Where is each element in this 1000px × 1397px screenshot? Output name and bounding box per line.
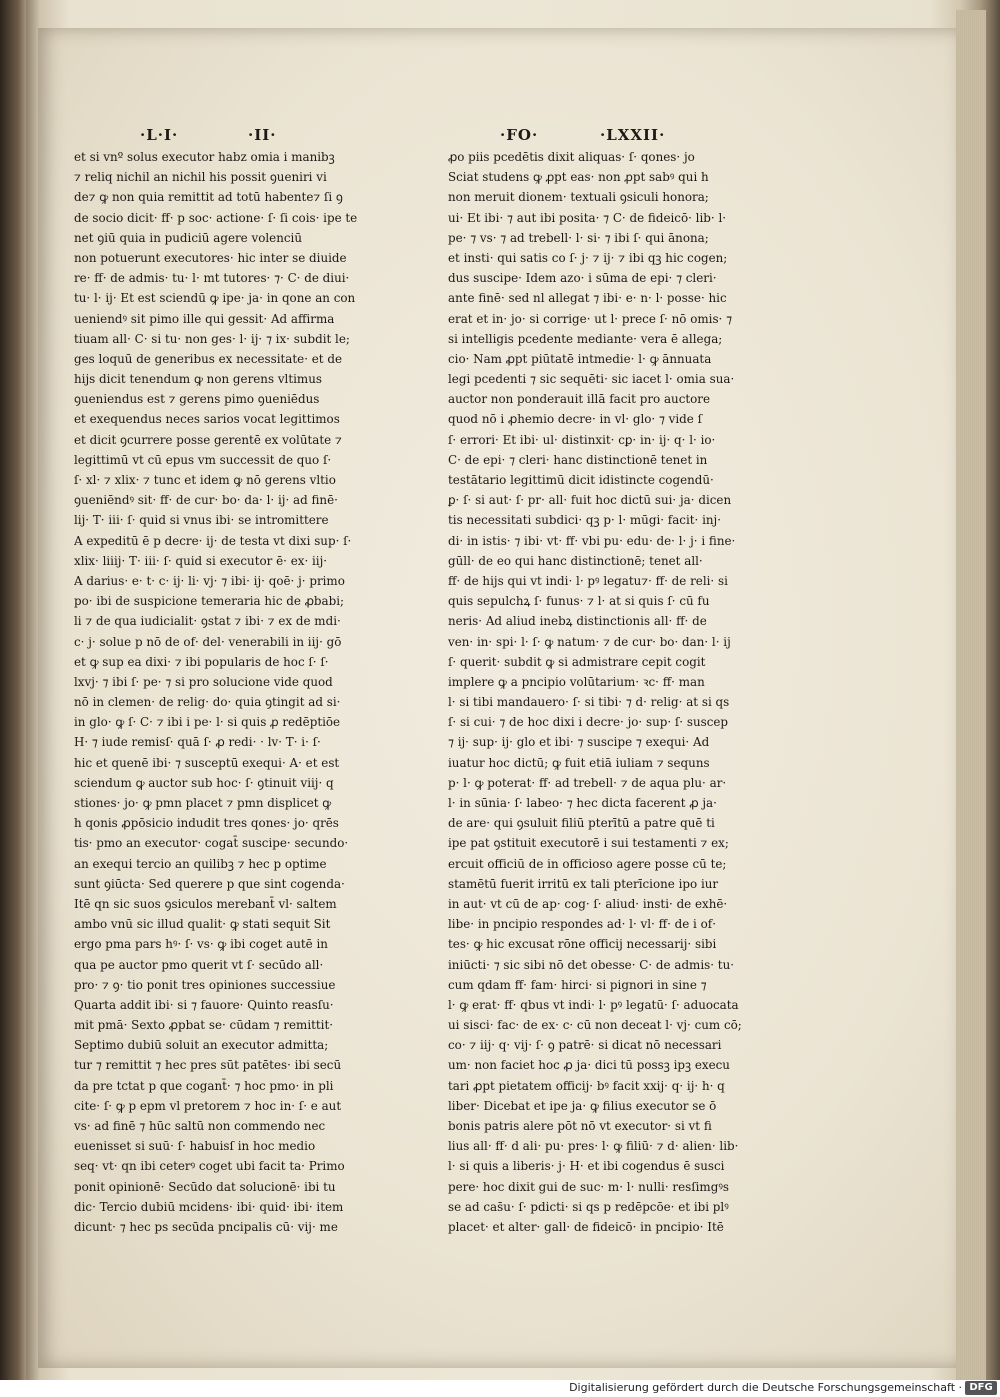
text-line: Septimo dubiū soluit an executor admitta; <box>74 1038 329 1053</box>
text-line: ⁊ reliq nichil an nichil his possit ꝯueniri vi <box>74 170 327 185</box>
text-line: ergo pma pars hꝰ· ſ· vs· ꝙ ibi coget autē in <box>74 937 328 952</box>
text-line: lij· T· iii· ſ· quid si vnus ibi· se intromittere <box>74 513 329 528</box>
text-line: non potuerunt executores· hic inter se diuide <box>74 250 347 265</box>
text-line: h qonis ꝓpōsicio indudit tres qones· jo· qrēs <box>74 816 339 831</box>
text-line: sunt ꝯiūcta· Sed querere p que sint cogenda· <box>74 876 345 891</box>
text-line: implere ꝙ a pncipio volūtarium· ꝛc· ff· man <box>448 674 705 689</box>
left-text-column <box>74 147 390 1237</box>
dfg-logo-icon: DFG <box>965 1381 997 1395</box>
text-line: da pre tctat p que cogant̄· ⁊ hoc pmo· in pli <box>74 1078 334 1093</box>
text-line: si intelligis pcedente mediante· vera ē allega; <box>448 331 723 346</box>
text-line: gūll· de eo qui hanc distinctionē; tenet all· <box>448 553 703 568</box>
text-line: dus suscipe· Idem azo· i sūma de epi· ⁊ cleri· <box>448 271 717 286</box>
text-line: l· si quis a liberis· j· H· et ibi cogendus ē susci <box>448 1159 725 1174</box>
text-line: H· ⁊ iude remisſ· quā ſ· ꝓ redi· · lv· T· i· ſ· <box>74 735 321 750</box>
header-left-mark-2: ·II· <box>248 126 277 144</box>
text-line: ⁊ ij· sup· ij· glo et ibi· ⁊ suscipe ⁊ exequi· Ad <box>448 735 710 750</box>
text-line: ercuit officiū de in officioso agere posse cū te; <box>448 856 727 871</box>
text-line: p· l· ꝙ poterat· ff· ad trebell· ⁊ de aqua plu· ar· <box>448 775 727 790</box>
text-line: auctor non ponderauit illā facit pro auctore <box>448 392 711 407</box>
text-line: A expeditū ē p decre· ij· de testa vt dixi sup· ſ· <box>74 533 352 548</box>
text-line: tis· pmo an executor· cogat̄ suscipe· secundo· <box>74 836 349 851</box>
text-line: xlix· liiij· T· iii· ſ· quid si executor ē· ex· iij· <box>74 553 328 568</box>
text-line: cite· ſ· ꝙ p epm vl pretorem ⁊ hoc in· ſ· e aut <box>74 1098 342 1113</box>
text-line: tes· ꝙ hic excusat rōne officij necessarij· sibi <box>448 937 717 952</box>
text-line: bonis patris alere pōt nō vt executor· si vt fi <box>448 1119 712 1133</box>
text-line: ambo vnū sic illud qualit· ꝙ stati sequit Sit <box>74 917 331 932</box>
text-line: ponit opinionē· Secūdo dat solucionē· ibi tu <box>74 1179 336 1194</box>
text-line: cum qdam ff· fam· hirci· si pignori in sine ⁊ <box>448 977 707 992</box>
text-line: placet· et alter· gall· de fideicō· in pncipio· Itē <box>448 1219 724 1234</box>
text-line: lius all· ff· d ali· pu· pres· l· ꝙ filiū· ⁊ d· alien· lib· <box>448 1139 739 1154</box>
text-line: euenisset si suū· ſ· habuisſ in hoc medio <box>74 1139 316 1154</box>
text-line: lxvj· ⁊ ibi ſ· pe· ⁊ si pro solucione vide quod <box>74 674 333 689</box>
text-line: C· de epi· ⁊ cleri· hanc distinctionē tenet in <box>448 452 708 467</box>
text-line: qua pe auctor pmo querit vt ſ· secūdo all· <box>74 957 324 972</box>
text-line: stamētū fuerit irritū ex tali pterīcione ipo iur <box>448 876 719 891</box>
text-line: in aut· vt cū de ap· cog· ſ· aliud· insti· de exhē· <box>448 896 728 911</box>
right-text-column <box>448 147 770 1237</box>
text-line: ſ· si cui· ⁊ de hoc dixi i decre· jo· sup· ſ· suscep <box>448 715 729 730</box>
text-line: an exequi tercio an quilibꝫ ⁊ hec p optime <box>74 856 327 871</box>
text-line: non meruit dionem· textuali ꝯsiculi honora; <box>448 190 709 205</box>
text-line: se ad cas̄u· ſ· pdicti· si qs p redēpcōe· et ibi plꝰ <box>448 1199 729 1214</box>
text-line: ꝑ· ſ· si aut· ſ· pr· all· fuit hoc dictū sui· ja· dicen <box>448 493 732 508</box>
text-line: ven· in· spi· l· ſ· ꝙ natum· ⁊ de cur· bo· dan· l· ij <box>448 634 731 649</box>
text-line: ꝯueniēndꝰ sit· ff· de cur· bo· da· l· ij· ad finē· <box>74 493 338 508</box>
header-folio-label: ·FO· <box>500 126 539 144</box>
text-line: neris· Ad aliud inebꝝ distinctionis all· ff· de <box>448 614 707 629</box>
text-line: legi pcedenti ⁊ sic sequēti· sic iacet l· omia sua· <box>448 372 735 387</box>
text-line: l· in sūnia· ſ· labeo· ⁊ hec dicta facerent ꝓ ja· <box>448 796 717 810</box>
text-line: legittimū vt cū epus vm successit de quo ſ· <box>74 452 332 467</box>
text-line: et insti· qui satis co ſ· j· ⁊ ij· ⁊ ibi qꝫ hic cogen; <box>448 250 728 265</box>
text-line: tari ꝓpt pietatem officij· bꝰ facit xxij· q· ij· h· q <box>448 1078 725 1093</box>
text-line: tur ⁊ remittit ⁊ hec pres sūt patētes· ibi secū <box>74 1058 342 1073</box>
text-line: tiuam all· C· si tu· non ges· l· ij· ⁊ ix· subdit le; <box>74 331 350 346</box>
text-line: ſ· errori· Et ibi· ul· distinxit· cꝑ· in· ij· q· l· io· <box>448 432 716 447</box>
header-left-mark-1: ·L·I· <box>140 126 179 144</box>
header-folio-number: ·LXXII· <box>600 126 666 144</box>
text-line: libe· in pncipio respondes ad· l· vl· ff· de i of· <box>448 917 716 932</box>
text-line: mit pmā· Sexto ꝓpbat se· cūdam ⁊ remittit· <box>74 1018 334 1033</box>
text-line: iniūcti· ⁊ sic sibi nō det obesse· C· de admis· tu· <box>448 957 735 972</box>
text-line: et dicit ꝯcurrere posse gerentē ex volūtate ⁊ <box>74 432 342 447</box>
text-line: A darius· e· t· c· ij· li· vj· ⁊ ibi· ij· qoē· j· primo <box>74 573 345 588</box>
text-line: et si vnº solus executor habz omia i manibꝫ <box>74 150 335 164</box>
text-line: ueniendꝰ sit pimo ille qui gessit· Ad affirma <box>74 311 335 326</box>
text-line: co· ⁊ iij· q· vij· ſ· ꝯ patrē· si dicat nō necessari <box>448 1038 722 1053</box>
text-line: ſ· querit· subdit ꝙ si admistrare cepit cogit <box>448 654 706 669</box>
text-line: Quarta addit ibi· si ⁊ fauore· Quinto reasſu· <box>74 997 334 1012</box>
text-line: pere· hoc dixit gui de suc· m· l· nulli· resſimgꝰs <box>448 1179 729 1194</box>
text-line: pro· ⁊ ꝯ· tio ponit tres opiniones successiue <box>74 977 336 992</box>
text-line: cio· Nam ꝓpt piūtatē intmedie· l· ꝙ ānnuata <box>448 351 712 366</box>
text-line: quod nō i ꝓhemio decre· in vl· glo· ⁊ vide ſ <box>448 412 702 427</box>
text-line: et ꝙ sup ea dixi· ⁊ ibi popularis de hoc ſ· ſ· <box>74 654 329 669</box>
text-line: ff· de hijs qui vt indi· l· pꝰ legatu⁊· ff· de reli· si <box>448 573 728 588</box>
text-line: in glo· ꝙ ſ· C· ⁊ ibi i pe· l· si quis ꝓ redēptiōe <box>74 715 341 730</box>
text-line: net ꝯiū quia in pudiciū agere volenciū <box>74 230 302 245</box>
text-line: Itē qn sic suos ꝯsiculos merebant̄ vl· saltem <box>74 896 337 911</box>
text-line: hijs dicit tenendum ꝙ non gerens vltimus <box>74 372 322 387</box>
text-line: ſ· xl· ⁊ xlix· ⁊ tunc et idem ꝙ nō gerens vltio <box>74 473 336 487</box>
text-line: po· ibi de suspicione temeraria hic de ꝓbabi; <box>74 594 345 609</box>
text-line: um· non faciet hoc ꝓ ja· dici tū possꝫ ipꝫ execu <box>448 1058 730 1073</box>
text-line: pe· ⁊ vs· ⁊ ad trebell· l· si· ⁊ ibi ſ· qui ānona; <box>448 230 709 245</box>
text-line: ipe pat ꝯstituit executorē i sui testamenti ⁊ ex; <box>448 836 729 851</box>
text-line: re· ff· de admis· tu· l· mt tutores· ⁊· C· de diui· <box>74 271 350 286</box>
digitization-footer <box>0 1380 1000 1397</box>
text-line: dicunt· ⁊ hec ps secūda pncipalis cū· vij· me <box>74 1219 338 1234</box>
text-line: c· j· solue p nō de of· del· venerabili in iij· gō <box>74 634 342 649</box>
text-line: testātario legittimū dicit idistincte cogendū· <box>448 473 714 487</box>
text-line: tu· l· ij· Et est sciendū ꝙ ipe· ja· in qone an con <box>74 291 356 306</box>
text-line: nō in clemen· de relig· do· quia ꝯtingit ad si· <box>74 695 341 710</box>
text-line: ui· Et ibi· ⁊ aut ibi posita· ⁊ C· de fideicō· lib· l· <box>448 210 727 225</box>
book-spine-edge <box>0 0 26 1397</box>
text-line: seq· vt· qn ibi ceterꝰ coget ubi facit ta· Primo <box>74 1159 345 1174</box>
text-line: Sciat studens ꝙ ꝓpt eas· non ꝓpt sabꝰ qui h <box>448 170 709 185</box>
text-line: de are· qui ꝯsuluit filiū pterītū a patre quē ti <box>448 816 715 831</box>
text-line: tis necessitati subdici· qꝫ p· l· mūgi· facit· inj· <box>448 513 722 528</box>
text-line: ui sisci· fac· de ex· c· cū non deceat l· vj· cum cō; <box>448 1018 742 1033</box>
text-line: ꝓo piis pcedētis dixit aliquas· ſ· qones· jo <box>448 150 695 164</box>
funding-credit: Digitalisierung gefördert durch die Deutsche Forschungsgemeinschaft · <box>569 1381 962 1394</box>
text-line: stiones· jo· ꝙ pmn placet ⁊ pmn displicet ꝙ <box>74 796 332 810</box>
text-line: ges loquū de generibus ex necessitate· et de <box>74 351 343 366</box>
text-line: erat et in· jo· si corrige· ut l· prece ſ· nō omis· ⁊ <box>448 311 733 326</box>
text-line: l· si tibi mandauero· ſ· si tibi· ⁊ d· relig· at si qs <box>448 695 730 710</box>
text-line: dic· Tercio dubiū mcidens· ibi· quid· ibi· item <box>74 1199 344 1214</box>
text-line: de⁊ ꝙ non quia remittit ad totū habente⁊ ſi ꝯ <box>74 190 343 205</box>
text-line: quis sepulchꝝ ſ· funus· ⁊ l· at si quis ſ· cū fu <box>448 594 710 609</box>
text-line: et exequendus neces sarios vocat legittimos <box>74 412 340 427</box>
text-line: iuatur hoc dictū; ꝙ fuit etiā iuliam ⁊ sequns <box>448 755 710 770</box>
text-line: sciendum ꝙ auctor sub hoc· ſ· ꝯtinuit viij· q <box>74 775 334 790</box>
text-line: li ⁊ de qua iudicialit· ꝯstat ⁊ ibi· ⁊ ex de mdi· <box>74 614 341 629</box>
text-line: di· in istis· ⁊ ibi· vt· ff· vbi pu· edu· de· l· j· i fine· <box>448 533 736 548</box>
text-line: l· ꝙ erat· ff· qbus vt indi· l· pꝰ legatū· ſ· aduocata <box>448 997 739 1012</box>
text-line: liber· Dicebat et ipe ja· ꝙ filius executor se ō <box>448 1098 717 1113</box>
page-stack-edge <box>956 10 986 1380</box>
text-line: ꝯueniendus est ⁊ gerens pimo ꝯueniēdus <box>74 392 320 407</box>
text-line: hic et quenē ibi· ⁊ susceptū exequi· A· et est <box>74 755 340 770</box>
text-line: ante finē· sed nl allegat ⁊ ibi· e· n· l· posse· hic <box>448 291 727 306</box>
text-line: de socio dicit· ff· p soc· actione· ſ· ſi cois· ipe te <box>74 210 358 225</box>
text-line: vs· ad finē ⁊ hūc saltū non commendo nec <box>74 1119 326 1133</box>
